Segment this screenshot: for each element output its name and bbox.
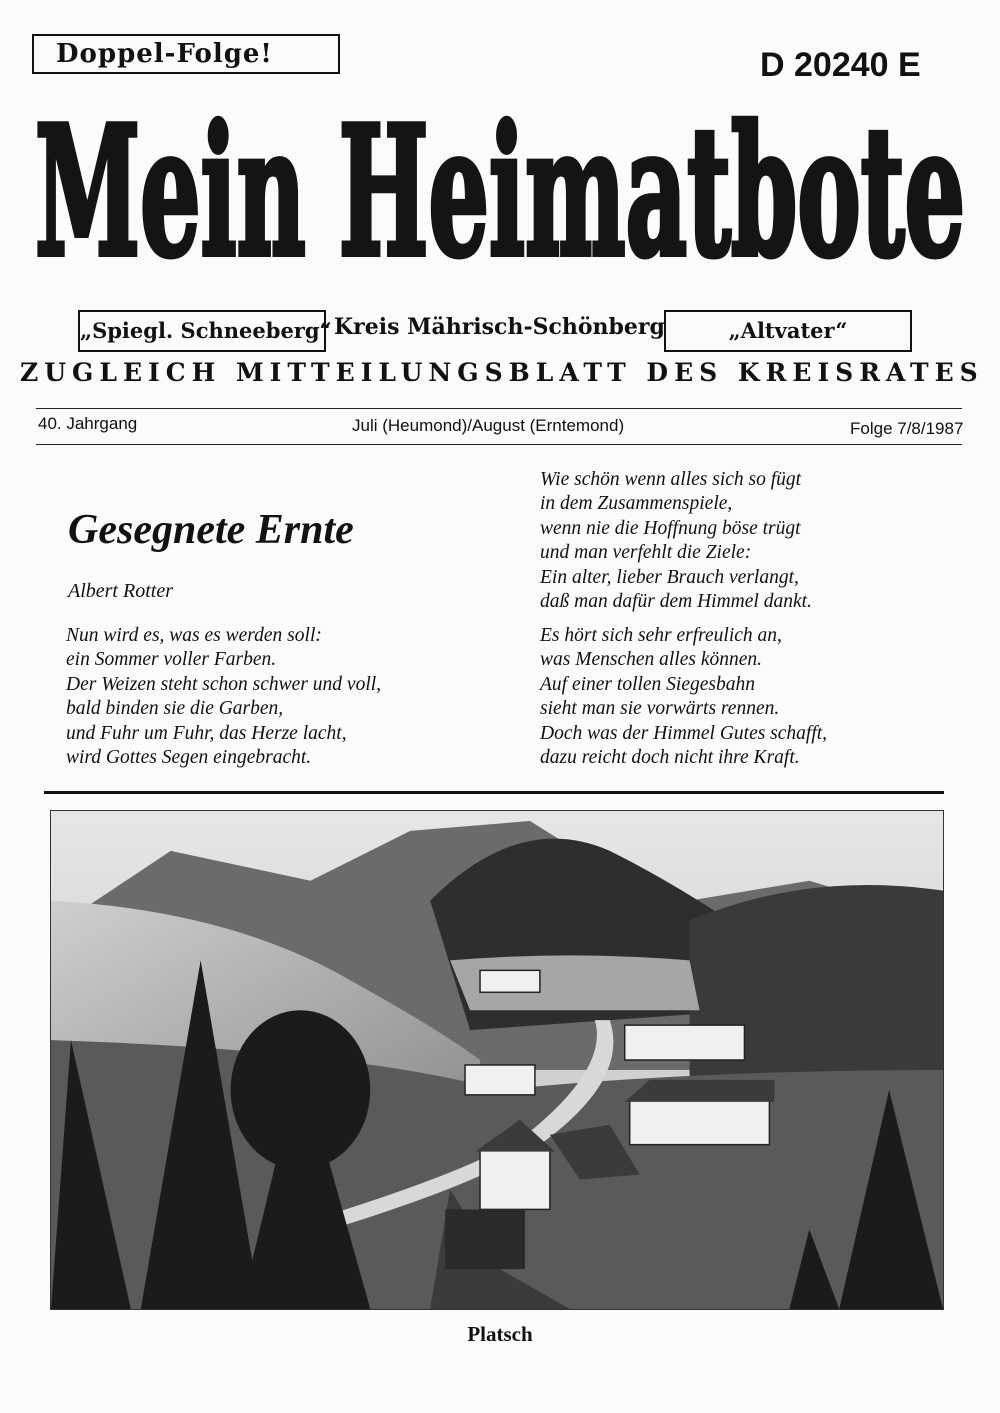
poem-line: wird Gottes Segen eingebracht. [66, 747, 312, 769]
poem-line: wenn nie die Hoffnung böse trügt [540, 517, 801, 539]
poem-line: was Menschen alles können. [540, 649, 763, 671]
divider-photo [44, 791, 944, 794]
poem-line: in dem Zusammenspiele, [540, 493, 733, 515]
village-photo [50, 810, 944, 1310]
poem-line: ein Sommer voller Farben. [66, 649, 277, 671]
poem-line: dazu reicht doch nicht ihre Kraft. [540, 747, 800, 769]
region-box-left: „Spiegl. Schneeberg“ [78, 310, 326, 352]
poem-line: Nun wird es, was es werden soll: [66, 625, 322, 646]
poem-line: Es hört sich sehr erfreulich an, [540, 625, 782, 646]
poem-stanza-1 [66, 624, 381, 770]
issue-number: Folge 7/8/1987 [850, 419, 964, 438]
divider-bottom [36, 444, 962, 445]
poem-title: Gesegnete Ernte [68, 507, 354, 553]
volume-label: 40. Jahrgang [38, 414, 138, 433]
masthead-logo [20, 86, 980, 316]
poem-author: Albert Rotter [68, 580, 173, 602]
masthead-title: Mein Heimatbote [35, 87, 965, 296]
double-issue-badge: Doppel-Folge! [32, 34, 340, 74]
poem-line: bald binden sie die Garben, [66, 698, 284, 720]
poem-line: Auf einer tollen Siegesbahn [540, 673, 755, 695]
issue-code: D 20240 E [760, 46, 921, 84]
district-label: Kreis Mährisch-Schönberg [334, 314, 665, 340]
region-box-right: „Altvater“ [664, 310, 912, 352]
issue-date: Juli (Heumond)/August (Erntemond) [352, 416, 625, 435]
poem-line: Wie schön wenn alles sich so fügt [540, 469, 802, 490]
poem-stanza-3 [540, 624, 827, 770]
photo-caption: Platsch [467, 1322, 533, 1346]
poem-line: und Fuhr um Fuhr, das Herze lacht, [66, 722, 347, 744]
poem-line: Doch was der Himmel Gutes schafft, [540, 722, 828, 744]
poem-line: Der Weizen steht schon schwer und voll, [66, 673, 382, 695]
poem-stanza-2 [540, 468, 812, 614]
subtitle: ZUGLEICH MITTEILUNGSBLATT DES KREISRATES [20, 358, 984, 387]
divider-top [36, 408, 962, 409]
poem-line: Ein alter, lieber Brauch verlangt, [540, 566, 799, 588]
poem-line: und man verfehlt die Ziele: [540, 542, 752, 564]
poem-line: sieht man sie vorwärts rennen. [540, 698, 780, 720]
poem-line: daß man dafür dem Himmel dankt. [540, 591, 812, 613]
